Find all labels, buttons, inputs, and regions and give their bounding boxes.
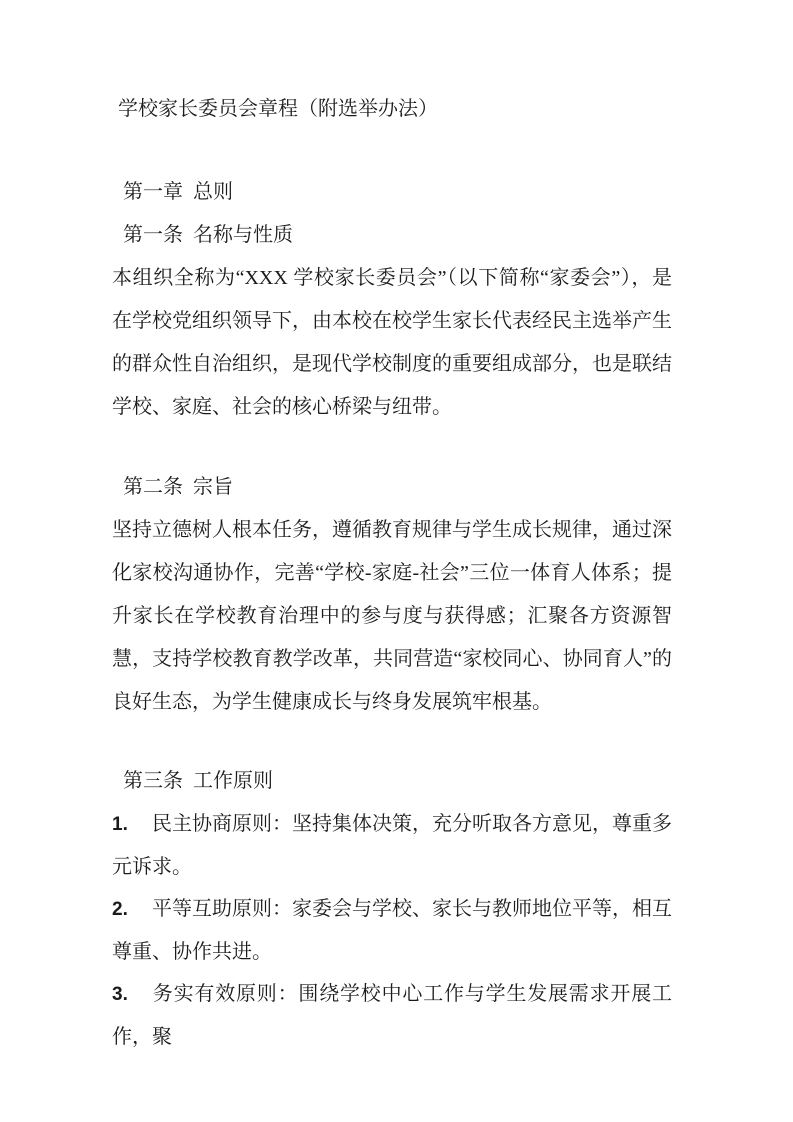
list-item-text: 务实有效原则：围绕学校中心工作与学生发展需求开展工作，聚 — [112, 983, 672, 1048]
article-3-heading: 第三条 工作原则 — [123, 770, 273, 792]
list-item-number: 3. — [112, 984, 128, 1005]
list-item-number: 1. — [112, 814, 128, 835]
article-1-heading: 第一条 名称与性质 — [123, 224, 293, 246]
chapter-heading: 第一章 总则 — [123, 181, 233, 203]
article-1-body: 本组织全称为“XXX 学校家长委员会”（以下简称“家委会”），是在学校党组织领导下，由本校在校学生家长代表经民主选举产生的群众性自治组织，是现代学校制度的重要组成部分，也是联结学校、家庭、社会的核心桥梁与纽带。 — [112, 267, 672, 418]
article-1 — [112, 214, 672, 429]
article-2-body: 坚持立德树人根本任务，遵循教育规律与学生成长规律，通过深化家校沟通协作，完善“学校-家庭-社会”三位一体育人体系；提升家长在学校教育治理中的参与度与获得感；汇聚各方资源智慧，支持学校教育教学改革，共同营造“家校同心、协同育人”的良好生态，为学生健康成长与终身发展筑牢根基。 — [112, 519, 672, 713]
list-item — [112, 888, 672, 973]
article-3 — [112, 760, 672, 1058]
list-item-number: 2. — [112, 899, 128, 920]
article-2 — [112, 466, 672, 724]
article-2-heading: 第二条 宗旨 — [123, 476, 233, 498]
list-item — [112, 803, 672, 888]
list-item-text: 民主协商原则：坚持集体决策，充分听取各方意见，尊重多元诉求。 — [112, 813, 672, 878]
list-item-text: 平等互助原则：家委会与学校、家长与教师地位平等，相互尊重、协作共进。 — [112, 898, 672, 963]
list-item — [112, 973, 672, 1058]
document-title: 学校家长委员会章程（附选举办法） — [118, 98, 438, 120]
